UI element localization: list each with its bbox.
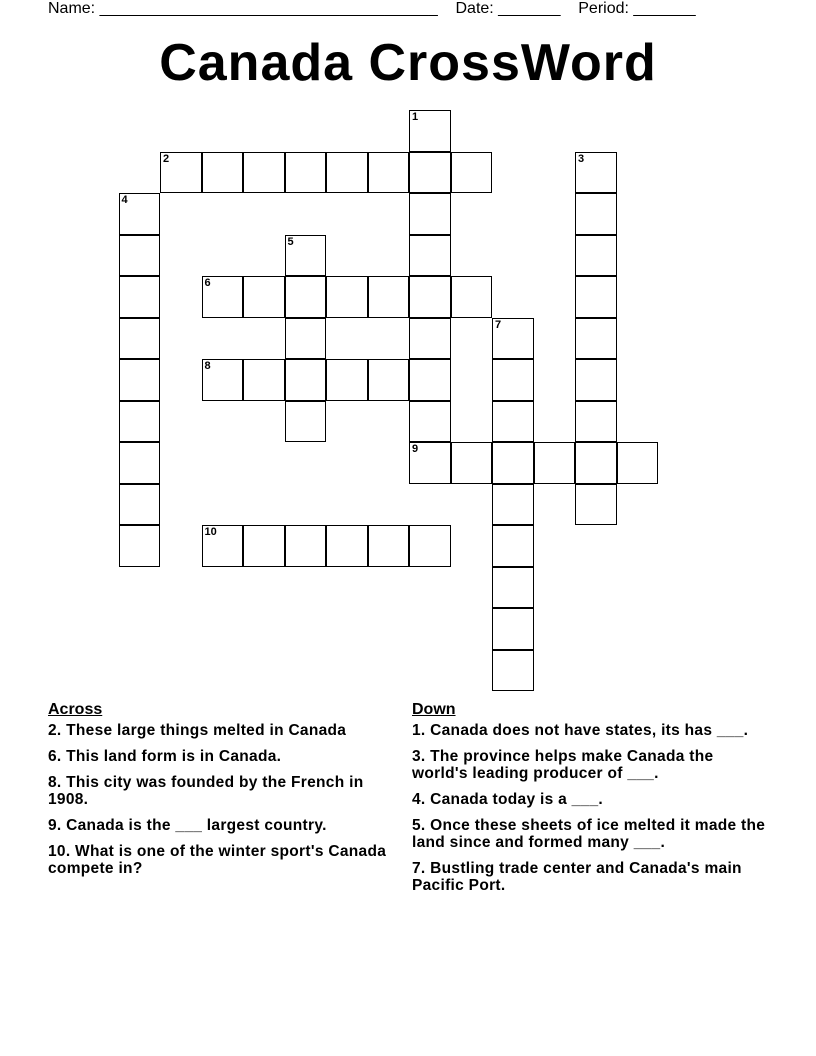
page-title: Canada CrossWord <box>159 34 657 92</box>
clue-text: This land form is in Canada. <box>61 748 282 765</box>
clue-number: 1 <box>412 111 419 123</box>
crossword-cell[interactable] <box>368 525 410 567</box>
clue-num: 8. <box>48 774 62 791</box>
clue-num: 4. <box>412 791 426 808</box>
clue-text: What is one of the winter sport's Canada compete in? <box>48 843 387 877</box>
crossword-cell[interactable] <box>575 401 617 443</box>
down-clue <box>412 817 772 851</box>
crossword-cell[interactable] <box>451 276 493 318</box>
clue-num: 10. <box>48 843 71 860</box>
crossword-cell[interactable] <box>409 235 451 277</box>
crossword-cell[interactable] <box>575 318 617 360</box>
crossword-cell[interactable] <box>326 152 368 194</box>
across-clue-list <box>48 722 408 877</box>
crossword-cell[interactable] <box>492 525 534 567</box>
clue-num: 7. <box>412 860 426 877</box>
down-clues <box>412 700 772 903</box>
crossword-cell[interactable] <box>575 276 617 318</box>
crossword-cell[interactable] <box>326 525 368 567</box>
clue-number: 4 <box>121 194 128 206</box>
crossword-cell[interactable] <box>409 193 451 235</box>
crossword-cell[interactable] <box>160 152 202 194</box>
clue-text: These large things melted in Canada <box>61 722 347 739</box>
across-clue <box>48 843 408 877</box>
across-clue <box>48 817 408 834</box>
crossword-cell[interactable] <box>492 567 534 609</box>
clue-number: 2 <box>163 152 170 165</box>
crossword-cell[interactable] <box>575 193 617 235</box>
down-clue <box>412 791 772 808</box>
crossword-cell[interactable] <box>202 359 244 401</box>
crossword-cell[interactable] <box>119 401 161 443</box>
crossword-cell[interactable] <box>617 442 659 484</box>
clue-num: 3. <box>412 748 426 765</box>
crossword-cell[interactable] <box>202 525 244 567</box>
crossword-cell[interactable] <box>119 484 161 526</box>
down-heading: Down <box>412 701 456 718</box>
crossword-cell[interactable] <box>409 318 451 360</box>
crossword-cell[interactable] <box>492 318 534 360</box>
crossword-cell[interactable] <box>409 276 451 318</box>
clue-text: Canada is the ___ largest country. <box>61 817 327 834</box>
crossword-cell[interactable] <box>492 442 534 484</box>
clue-text: Once these sheets of ice melted it made the land since and formed many ___. <box>412 817 766 851</box>
crossword-cell[interactable] <box>119 359 161 401</box>
across-heading: Across <box>48 701 103 718</box>
crossword-cell[interactable] <box>243 276 285 318</box>
crossword-cell[interactable] <box>492 484 534 526</box>
crossword-cell[interactable] <box>285 235 327 277</box>
crossword-cell[interactable] <box>451 442 493 484</box>
crossword-cell[interactable] <box>119 193 161 235</box>
crossword-cell[interactable] <box>243 152 285 194</box>
student-info-line: Name: ______________________________________ Date: _______ Period: _______ <box>48 0 696 17</box>
crossword-cell[interactable] <box>409 152 451 194</box>
crossword-cell[interactable] <box>119 235 161 277</box>
crossword-cell[interactable] <box>243 359 285 401</box>
crossword-cell[interactable] <box>409 359 451 401</box>
crossword-cell[interactable] <box>409 442 451 484</box>
crossword-cell[interactable] <box>285 401 327 443</box>
crossword-cell[interactable] <box>202 152 244 194</box>
crossword-cell[interactable] <box>492 401 534 443</box>
clue-number: 5 <box>287 235 294 248</box>
crossword-cell[interactable] <box>492 608 534 650</box>
crossword-cell[interactable] <box>368 152 410 194</box>
crossword-cell[interactable] <box>575 152 617 194</box>
crossword-cell[interactable] <box>451 152 493 194</box>
clue-text: Canada today is a ___. <box>425 791 604 808</box>
crossword-cell[interactable] <box>575 484 617 526</box>
crossword-cell[interactable] <box>202 276 244 318</box>
crossword-cell[interactable] <box>285 359 327 401</box>
crossword-cell[interactable] <box>409 401 451 443</box>
crossword-cell[interactable] <box>285 525 327 567</box>
clue-text: Canada does not have states, its has ___. <box>425 722 749 739</box>
crossword-cell[interactable] <box>285 152 327 194</box>
clue-text: The province helps make Canada the world's leading producer of ___. <box>412 748 714 782</box>
across-clue <box>48 774 408 808</box>
crossword-cell[interactable] <box>326 276 368 318</box>
crossword-cell[interactable] <box>119 525 161 567</box>
crossword-cell[interactable] <box>575 442 617 484</box>
crossword-cell[interactable] <box>119 276 161 318</box>
crossword-cell[interactable] <box>575 235 617 277</box>
down-clue <box>412 748 772 782</box>
crossword-cell[interactable] <box>368 276 410 318</box>
clue-num: 1. <box>412 722 426 739</box>
crossword-cell[interactable] <box>409 110 451 152</box>
crossword-cell[interactable] <box>534 442 576 484</box>
crossword-cell[interactable] <box>492 359 534 401</box>
down-clue <box>412 860 772 894</box>
crossword-cell[interactable] <box>409 525 451 567</box>
crossword-cell[interactable] <box>119 318 161 360</box>
across-clues <box>48 700 408 886</box>
crossword-cell[interactable] <box>243 525 285 567</box>
down-clue <box>412 722 772 739</box>
clue-number: 10 <box>204 526 217 538</box>
down-clue-list <box>412 722 772 894</box>
clue-text: Bustling trade center and Canada's main Pacific Port. <box>412 860 742 894</box>
across-clue <box>48 748 408 765</box>
crossword-cell[interactable] <box>119 442 161 484</box>
crossword-cell[interactable] <box>285 276 327 318</box>
clue-num: 6. <box>48 748 62 765</box>
clue-num: 9. <box>48 817 62 834</box>
clue-num: 5. <box>412 817 426 834</box>
crossword-cell[interactable] <box>326 359 368 401</box>
clue-number: 3 <box>578 152 585 165</box>
clue-number: 9 <box>412 443 419 455</box>
clue-text: This city was founded by the French in 1908. <box>48 774 364 808</box>
clue-number: 6 <box>204 277 211 289</box>
crossword-cell[interactable] <box>285 318 327 360</box>
crossword-cell[interactable] <box>368 359 410 401</box>
clue-number: 7 <box>495 318 502 331</box>
crossword-cell[interactable] <box>492 650 534 692</box>
clue-num: 2. <box>48 722 62 739</box>
across-clue <box>48 722 408 739</box>
clue-number: 8 <box>204 360 211 372</box>
crossword-cell[interactable] <box>575 359 617 401</box>
